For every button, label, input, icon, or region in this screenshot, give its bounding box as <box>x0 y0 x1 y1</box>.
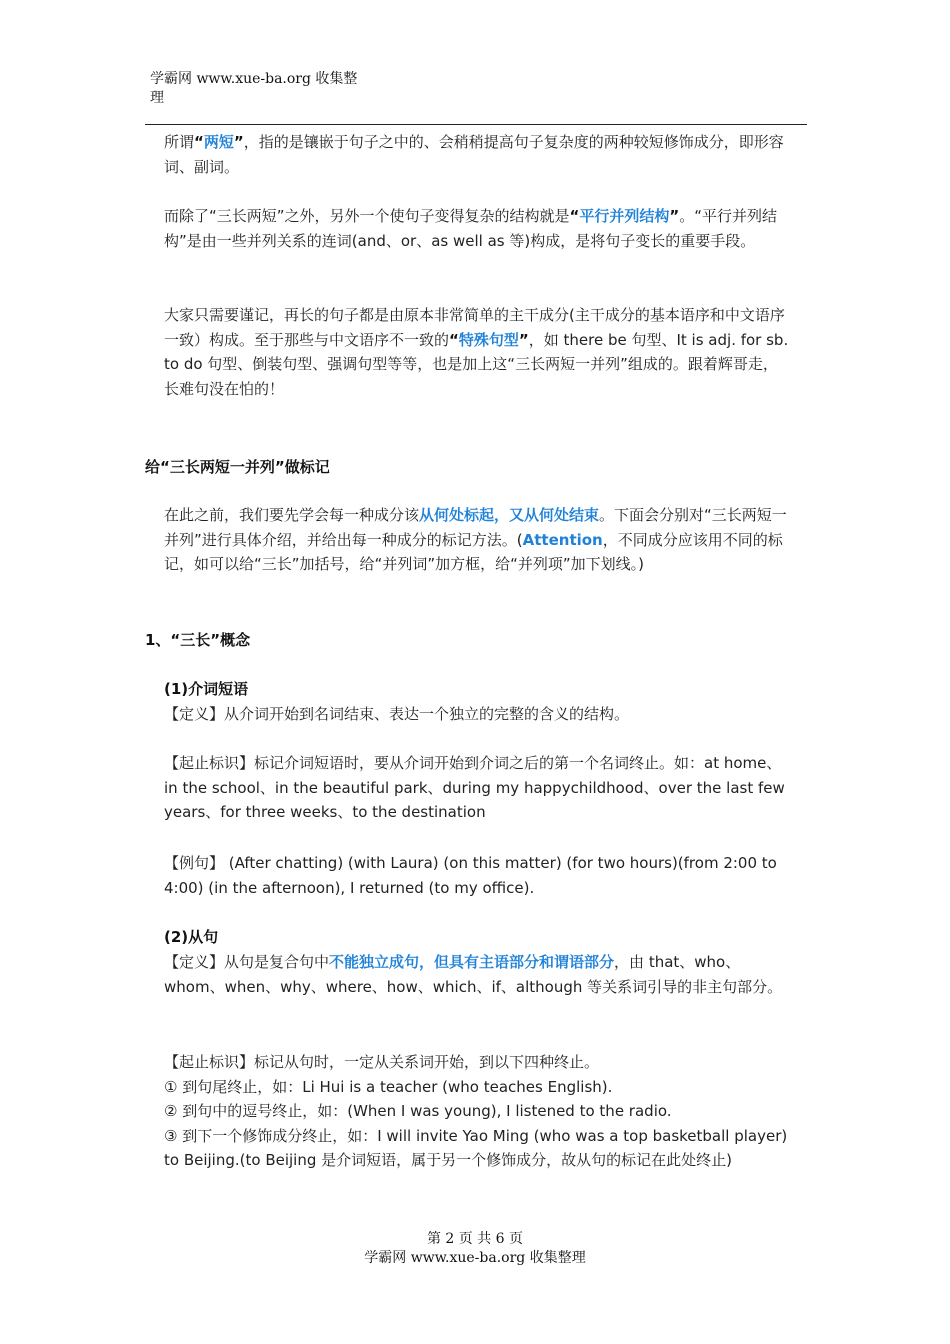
highlight-two-shorts: 两短 <box>203 133 234 151</box>
highlight-parallel-structure: 平行并列结构 <box>579 207 670 225</box>
highlight-start-end: 从何处标起，又从何处结束 <box>419 506 600 524</box>
section-heading-three-longs: 1、“三长”概念 <box>145 631 251 649</box>
definition-clause: 【定义】从句是复合句中不能独立成句，但具有主语部分和谓语部分，由 that、who、whom、when、why、where、how、which、if、although 等关系词引导的非主句部分。 <box>164 953 783 996</box>
subheading-clause: (2)从句 <box>164 928 219 946</box>
paragraph-two-shorts: 所谓“两短”，指的是镶嵌于句子之中的、会稍稍提高句子复杂度的两种较短修饰成分，即形容词、副词。 <box>164 133 784 176</box>
marking-clause-item-3: ③ 到下一个修饰成分终止，如：I will invite Yao Ming (who was a top basketball player) to Beijing.(to Beijing 是介词短语，属于另一个修饰成分，故从句的标记在此处终止) <box>164 1126 788 1169</box>
marking-prepositional-phrase: 【起止标识】标记介词短语时，要从介词开始到介词之后的第一个名词终止。如：at home、in the school、in the beautiful park、during my happychildhood、over the last few years、for three weeks、to the destination <box>164 754 785 821</box>
footer-page-number: 第 2 页 共 6 页 <box>426 1231 524 1247</box>
marking-clause-item-1: ① 到句尾终止，如：Li Hui is a teacher (who teaches English). <box>164 1077 613 1096</box>
highlight-special-patterns: 特殊句型 <box>458 330 519 349</box>
highlight-subject-predicate: 具有主语部分和谓语部分 <box>449 953 615 971</box>
header-line-1: 学霸网 www.xue-ba.org 收集整 <box>150 71 358 87</box>
paragraph-marking-intro: 在此之前，我们要先学会每一种成分该从何处标起，又从何处结束。下面会分别对“三长两短一并列”进行具体介绍，并给出每一种成分的标记方法。(Attention，不同成分应该用不同的标记，如可以给“三长”加括号，给“并列词”加方框，给“并列项”加下划线。) <box>164 506 787 573</box>
marking-clause-item-2: ② 到句中的逗号终止，如：(When I was young), I listened to the radio. <box>164 1102 672 1120</box>
marking-clause-intro: 【起止标识】标记从句时，一定从关系词开始，到以下四种终止。 <box>164 1053 600 1071</box>
marking-clause <box>164 1050 790 1173</box>
paragraph-parallel-structure: 而除了“三长两短”之外，另外一个使句子变得复杂的结构就是“平行并列结构”。“平行并列结构”是由一些并列关系的连词(and、or、as well as 等)构成，是将句子变长的重要手段。 <box>164 207 778 250</box>
definition-prepositional-phrase: 【定义】从介词开始到名词结束、表达一个独立的完整的含义的结构。 <box>164 705 630 723</box>
section-heading-marking: 给“三长两短一并列”做标记 <box>145 458 330 476</box>
highlight-attention: Attention <box>522 530 603 549</box>
header-line-2: 理 <box>150 90 164 106</box>
highlight-not-independent: 不能独立成句，但 <box>329 953 450 971</box>
footer-site: 学霸网 www.xue-ba.org 收集整理 <box>364 1250 586 1266</box>
page-header <box>150 70 380 108</box>
header-divider <box>145 124 807 125</box>
subheading-prepositional-phrase: (1)介词短语 <box>164 680 249 698</box>
example-prepositional-phrase: 【例句】 (After chatting) (with Laura) (on this matter) (for two hours)(from 2:00 to 4:00) (in the afternoon), I returned (to my office). <box>164 854 777 897</box>
paragraph-special-patterns: 大家只需要谨记，再长的句子都是由原本非常简单的主干成分(主干成分的基本语序和中文语序一致）构成。至于那些与中文语序不一致的“特殊句型”，如 there be 句型、It is adj. for sb. to do 句型、倒装句型、强调句型等等，也是加上这“三长两短一并列”组成的。跟着辉哥走，长难句没在怕的！ <box>164 306 789 398</box>
